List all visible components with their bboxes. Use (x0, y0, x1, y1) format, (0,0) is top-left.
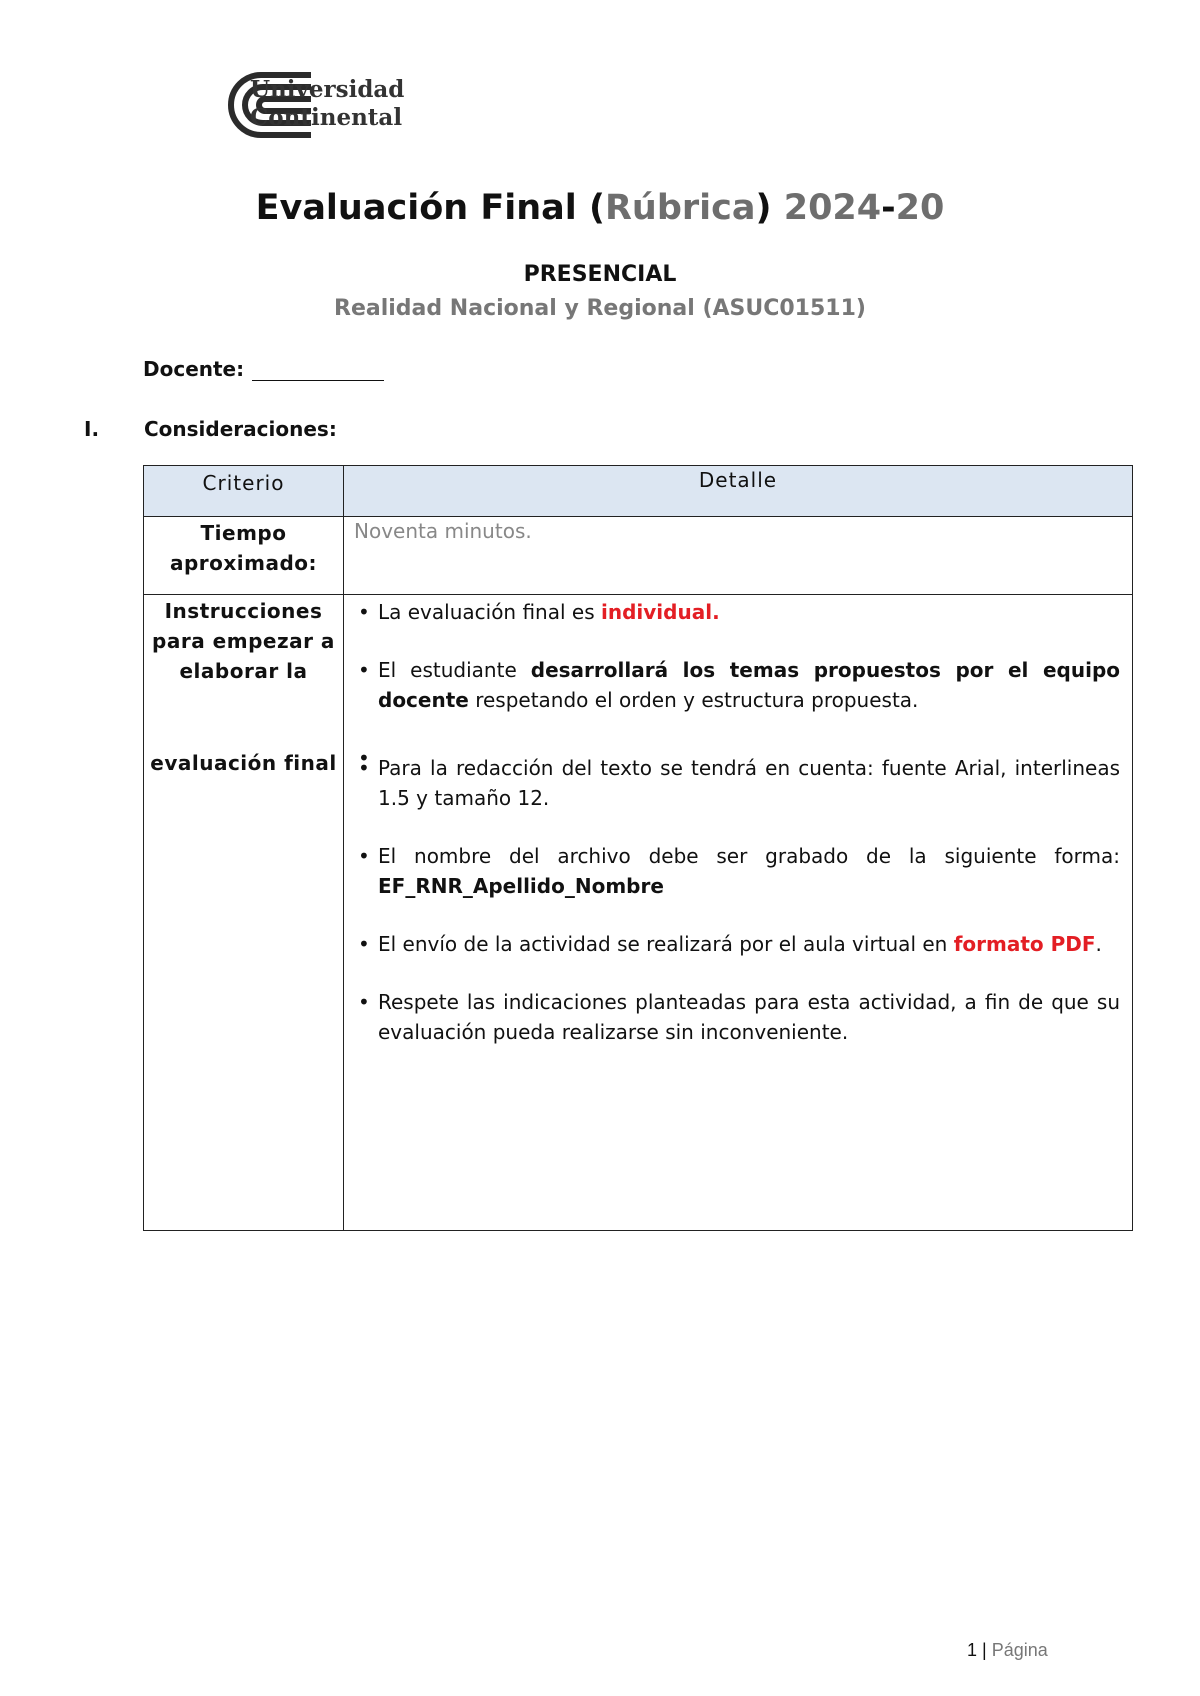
col-header-criterio: Criterio (144, 466, 344, 517)
list-item (354, 655, 1120, 715)
item-bold: desarrollará los temas propuestos por el equipo docente (378, 658, 1120, 712)
title-dash: - (881, 188, 896, 228)
section-heading (84, 417, 337, 441)
item-highlight: individual. (601, 600, 720, 624)
modality: PRESENCIAL (523, 262, 677, 287)
col-header-detalle: Detalle (344, 466, 1133, 517)
criterion-instructions-b: evaluación final (150, 751, 337, 775)
criterion-instructions (144, 595, 344, 1231)
table-row (144, 595, 1133, 1231)
logo-wordmark (250, 76, 404, 132)
detail-instructions (344, 595, 1133, 1231)
list-item (354, 929, 1120, 959)
title-part-2: Rúbrica (604, 188, 756, 228)
list-item (354, 597, 1120, 627)
item-highlight: formato PDF (953, 932, 1096, 956)
course-name: Realidad Nacional y Regional (ASUC01511) (334, 296, 866, 321)
item-text: La evaluación final es (378, 600, 601, 624)
item-text: Respete las indicaciones planteadas para esta actividad, a fin de que su evaluación pueda realizarse sin inconveniente. (378, 990, 1120, 1044)
title-part-3: ) (755, 188, 784, 228)
list-item (354, 987, 1120, 1047)
list-spacer (354, 743, 1120, 753)
item-text: respetando el orden y estructura propuesta. (468, 688, 919, 712)
footer-separator: | (982, 1640, 987, 1660)
criteria-table (143, 465, 1133, 1231)
title-period: 20 (895, 188, 945, 228)
docente-blank-line (252, 360, 384, 381)
section-number: I. (84, 417, 100, 441)
criterion-time: Tiempo aproximado: (144, 517, 344, 595)
item-text: El nombre del archivo debe ser grabado de la siguiente forma: (378, 844, 1120, 868)
page-footer (967, 1640, 1048, 1661)
section-title: Consideraciones: (144, 417, 337, 441)
criterion-instructions-a: Instrucciones para empezar a elaborar la (152, 599, 335, 683)
page-label: Página (991, 1640, 1048, 1660)
page-title (0, 188, 1200, 228)
logo-line-1: Universidad (250, 76, 405, 103)
docente-label: Docente: (143, 357, 245, 381)
item-text: Para la redacción del texto se tendrá en cuenta: fuente Arial, interlineas 1.5 y tamaño 12. (378, 756, 1120, 810)
list-item (354, 753, 1120, 813)
table-row (144, 517, 1133, 595)
title-year: 2024 (783, 188, 882, 228)
title-part-1: Evaluación Final ( (255, 188, 605, 228)
logo-line-2: Continental (250, 104, 403, 131)
page-number: 1 (967, 1640, 978, 1660)
item-text: El envío de la actividad se realizará por el aula virtual en (378, 932, 954, 956)
docente-field (143, 357, 384, 381)
item-text: El estudiante (378, 658, 531, 682)
instructions-list (354, 597, 1120, 1047)
item-text: . (1095, 932, 1102, 956)
table-header-row (144, 466, 1133, 517)
item-bold: EF_RNR_Apellido_Nombre (378, 874, 664, 898)
list-item (354, 841, 1120, 901)
detail-time: Noventa minutos. (344, 517, 1133, 595)
